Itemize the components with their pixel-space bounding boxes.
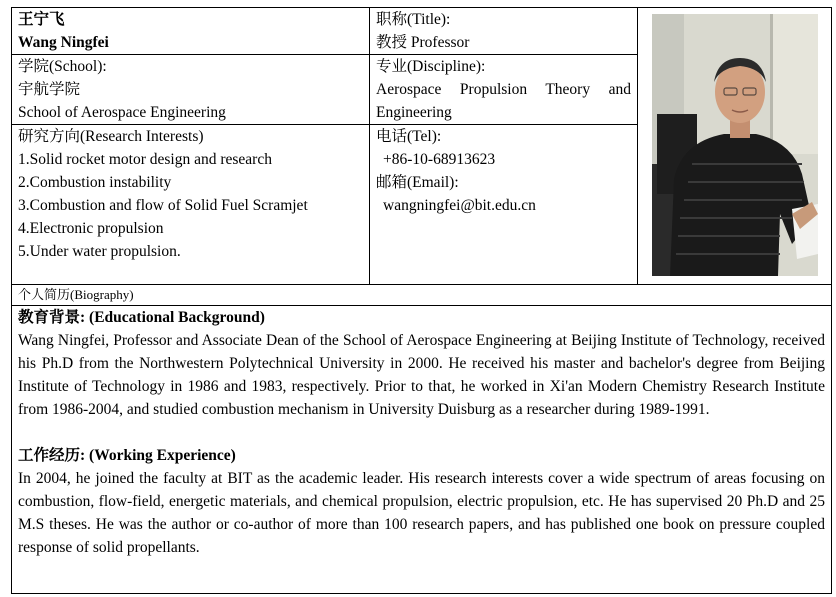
biography-header: 个人简历(Biography) <box>12 285 832 306</box>
email-label: 邮箱(Email): <box>376 174 459 191</box>
title-label: 职称(Title): <box>376 11 451 28</box>
research-item: 1.Solid rocket motor design and research <box>18 151 272 168</box>
section-gap <box>18 421 825 444</box>
discipline-line-1: Aerospace Propulsion Theory and <box>376 81 631 98</box>
name-en: Wang Ningfei <box>18 34 109 51</box>
biography-cell <box>12 306 832 594</box>
school-cell <box>12 55 370 125</box>
contact-cell <box>370 125 638 285</box>
email-value: wangningfei@bit.edu.cn <box>383 197 536 214</box>
work-text: In 2004, he joined the faculty at BIT as the academic leader. His research interests cover a wide spectrum of areas focusing on combustion, flow-field, energetic materials, and chemical propulsion, electric propulsion, etc. He has supervised 20 Ph.D and 25 M.S theses. He was the author or co-author of more than 100 research papers, and has published one book on pressure coupled response of solid propellants. <box>18 470 825 556</box>
profile-table <box>11 7 832 594</box>
school-en: School of Aerospace Engineering <box>18 104 226 121</box>
portrait-photo <box>652 14 818 276</box>
discipline-line-2: Engineering <box>376 104 452 121</box>
work-heading: 工作经历: (Working Experience) <box>18 447 236 464</box>
tel-label: 电话(Tel): <box>376 128 442 145</box>
name-cell <box>12 8 370 55</box>
research-cell <box>12 125 370 285</box>
education-heading: 教育背景: (Educational Background) <box>18 309 265 326</box>
title-value: 教授 Professor <box>376 34 470 51</box>
research-item: 5.Under water propulsion. <box>18 243 181 260</box>
title-cell <box>370 8 638 55</box>
school-cn: 宇航学院 <box>18 81 81 98</box>
name-cn: 王宁飞 <box>18 11 65 28</box>
tel-value: +86-10-68913623 <box>383 151 496 168</box>
research-label: 研究方向(Research Interests) <box>18 128 204 145</box>
research-item: 4.Electronic propulsion <box>18 220 164 237</box>
discipline-cell <box>370 55 638 125</box>
discipline-label: 专业(Discipline): <box>376 58 486 75</box>
school-label: 学院(School): <box>18 58 107 75</box>
research-item: 3.Combustion and flow of Solid Fuel Scramjet <box>18 197 308 214</box>
photo-cell <box>638 8 832 285</box>
research-item: 2.Combustion instability <box>18 174 172 191</box>
education-text: Wang Ningfei, Professor and Associate Dean of the School of Aerospace Engineering at Beijing Institute of Technology, received his Ph.D from the Northwestern Polytechnical University in 2000. He received his master and bachelor's degree from Beijing Institute of Technology in 1986 and 1983, respectively. Prior to that, he worked in Xi'an Modern Chemistry Research Institute from 1986-2004, and studied combustion mechanism in University Duisburg as a researcher during 1989-1991. <box>18 332 825 418</box>
